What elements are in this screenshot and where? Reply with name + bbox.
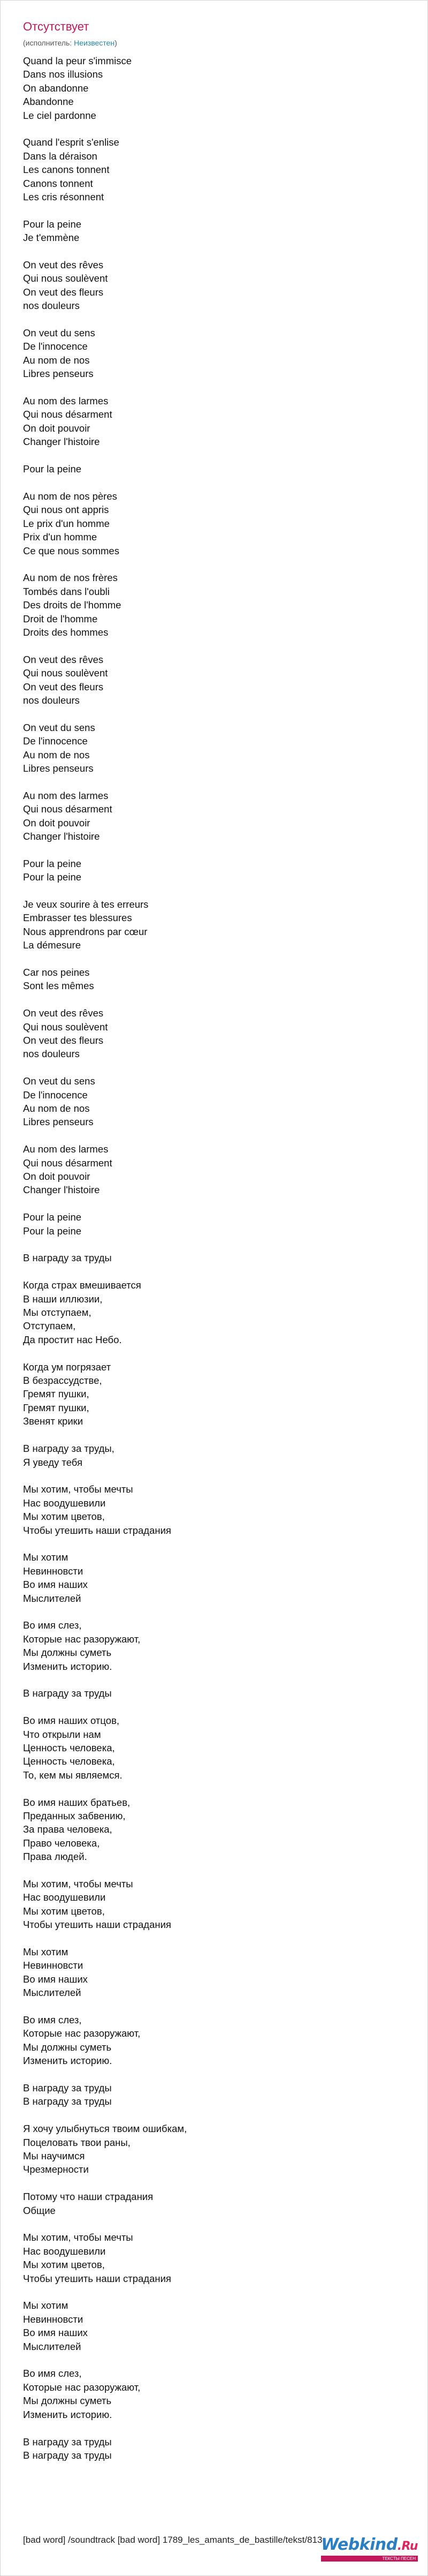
lyric-line: Au nom de nos — [23, 1103, 90, 1114]
lyric-line: Мыслителей — [23, 1987, 81, 1999]
lyric-line: On veut des fleurs — [23, 286, 104, 298]
lyrics-stanza — [23, 54, 408, 122]
song-meta — [23, 38, 117, 48]
logo-wordmark — [321, 2537, 418, 2555]
lyric-line: On veut des fleurs — [23, 681, 104, 692]
lyrics-stanza — [23, 2013, 408, 2068]
lyric-line: Libres penseurs — [23, 368, 94, 380]
lyric-line: Я хочу улыбнуться твоим ошибкам, — [23, 2123, 187, 2135]
lyric-line: Звенят крики — [23, 1415, 83, 1427]
lyric-line: Изменить историю. — [23, 2408, 112, 2420]
lyric-line: De l'innocence — [23, 1089, 88, 1101]
lyric-line: Libres penseurs — [23, 1116, 94, 1128]
lyric-line: Des droits de l'homme — [23, 599, 121, 611]
lyrics-stanza — [23, 1714, 408, 1782]
lyric-line: Я уведу тебя — [23, 1456, 82, 1468]
lyric-line: Мы должны суметь — [23, 1647, 112, 1659]
lyric-line: Гремят пушки, — [23, 1388, 89, 1400]
lyric-line: Pour la peine — [23, 1211, 82, 1223]
lyrics-stanza — [23, 1006, 408, 1061]
lyrics-stanza — [23, 721, 408, 775]
lyric-line: Что открыли нам — [23, 1728, 101, 1740]
lyric-line: Qui nous ont appris — [23, 504, 109, 516]
lyric-line: Droits des hommes — [23, 626, 109, 638]
lyric-line: On veut des rêves — [23, 653, 104, 665]
lyric-line: Ce que nous sommes — [23, 545, 119, 556]
lyric-line: Право человека, — [23, 1837, 100, 1849]
lyric-line: Le ciel pardonne — [23, 109, 96, 121]
lyric-line: Libres penseurs — [23, 762, 94, 774]
lyric-line: В наши иллюзии, — [23, 1293, 103, 1305]
meta-prefix: (исполнитель: — [23, 39, 74, 47]
logo-name: Webkind — [321, 2535, 398, 2554]
footer-path: [bad word] /soundtrack [bad word] 1789_les_amants_de_bastille/tekst/813 — [23, 2535, 323, 2545]
lyric-line: Dans nos illusions — [23, 69, 103, 80]
lyric-line: Au nom des larmes — [23, 1143, 109, 1155]
lyrics-stanza — [23, 789, 408, 843]
lyric-line: Чтобы утешить наши страдания — [23, 1524, 171, 1536]
lyrics-stanza — [23, 857, 408, 884]
lyrics-stanza — [23, 1686, 408, 1700]
lyric-line: Quand la peur s'immisce — [23, 55, 132, 66]
lyric-line: Dans la déraison — [23, 150, 97, 162]
lyrics-stanza — [23, 326, 408, 381]
lyric-line: Мы хотим цветов, — [23, 1511, 105, 1523]
lyric-line: Преданных забвению, — [23, 1810, 126, 1821]
lyric-line: Поцеловать твои раны, — [23, 2136, 131, 2148]
lyrics-stanza — [23, 135, 408, 204]
lyrics-stanza — [23, 2081, 408, 2108]
lyric-line: Мы отступаем, — [23, 1307, 91, 1319]
lyrics-stanza — [23, 2231, 408, 2285]
lyric-line: On veut du sens — [23, 327, 95, 339]
lyric-line: Права людей. — [23, 1851, 87, 1863]
lyric-line: Мы хотим — [23, 1551, 68, 1563]
logo-suffix: .Ru — [397, 2540, 418, 2553]
lyric-line: Ценность человека, — [23, 1756, 115, 1767]
lyric-line: Мы хотим, чтобы мечты — [23, 2232, 133, 2243]
lyric-line: В награду за труды — [23, 1688, 112, 1699]
lyric-line: Qui nous désarment — [23, 803, 112, 815]
lyric-line: Мы должны суметь — [23, 2395, 112, 2407]
lyric-line: nos douleurs — [23, 300, 80, 312]
lyric-line: Во имя наших — [23, 2327, 88, 2339]
lyric-line: Pour la peine — [23, 857, 82, 869]
lyric-line: Во имя слез, — [23, 2014, 82, 2026]
lyrics-stanza — [23, 1360, 408, 1428]
lyric-line: Qui nous soulèvent — [23, 1021, 108, 1033]
lyric-line: Во имя наших братьев, — [23, 1796, 131, 1808]
lyric-line: Мы хотим, чтобы мечты — [23, 1483, 133, 1495]
lyric-line: Qui nous désarment — [23, 1157, 112, 1169]
lyric-line: Pour la peine — [23, 871, 82, 883]
lyrics-stanza — [23, 394, 408, 449]
site-logo[interactable] — [321, 2537, 418, 2562]
lyric-line: Abandonne — [23, 96, 74, 108]
lyric-line: Pour la peine — [23, 1225, 82, 1237]
lyrics-stanza — [23, 1877, 408, 1932]
lyric-line: On veut des fleurs — [23, 1035, 104, 1046]
lyric-line: On doit pouvoir — [23, 817, 90, 828]
lyric-line: То, кем мы являемся. — [23, 1769, 123, 1781]
lyric-line: Мыслителей — [23, 2340, 81, 2352]
lyric-line: Когда страх вмешивается — [23, 1279, 141, 1291]
lyric-line: Которые нас разоружают, — [23, 2381, 141, 2393]
lyric-line: Которые нас разоружают, — [23, 2028, 141, 2039]
lyric-line: Au nom des larmes — [23, 789, 109, 801]
lyric-line: Отступаем, — [23, 1320, 76, 1332]
lyric-line: Нас воодушевили — [23, 1892, 106, 1903]
lyrics-stanza — [23, 489, 408, 558]
lyric-line: Les cris résonnent — [23, 191, 104, 203]
lyric-line: Во имя наших — [23, 1973, 88, 1985]
lyrics-stanza — [23, 1142, 408, 1197]
lyric-line: Во имя слез, — [23, 1620, 82, 1631]
lyric-line: Мы хотим — [23, 2300, 68, 2311]
lyric-line: Когда ум погрязает — [23, 1361, 111, 1373]
lyric-line: Car nos peines — [23, 967, 90, 978]
lyric-line: Changer l'histoire — [23, 1184, 100, 1196]
lyrics-stanza — [23, 898, 408, 952]
lyrics-body — [23, 54, 408, 2476]
lyric-line: Sont les mêmes — [23, 980, 94, 992]
lyrics-stanza — [23, 1618, 408, 1673]
lyrics-stanza — [23, 2190, 408, 2217]
lyric-line: Nous apprendrons par cœur — [23, 925, 148, 937]
lyric-line: Les canons tonnent — [23, 164, 110, 176]
lyric-line: Изменить историю. — [23, 2055, 112, 2067]
lyrics-stanza — [23, 217, 408, 245]
lyric-line: Гремят пушки, — [23, 1402, 89, 1413]
lyric-line: nos douleurs — [23, 1048, 80, 1060]
lyric-line: Qui nous soulèvent — [23, 667, 108, 679]
lyrics-stanza — [23, 2367, 408, 2421]
lyric-line: La démesure — [23, 939, 81, 951]
lyric-line: Мы должны суметь — [23, 2041, 112, 2053]
lyric-line: Canons tonnent — [23, 177, 93, 189]
lyric-line: Во имя наших — [23, 1579, 88, 1591]
lyric-line: В награду за труды — [23, 2436, 112, 2447]
lyric-line: Общие — [23, 2204, 56, 2216]
lyric-line: В награду за труды — [23, 2449, 112, 2461]
lyric-line: Чрезмерности — [23, 2164, 89, 2175]
lyric-line: Au nom de nos — [23, 354, 90, 366]
lyric-line: Pour la peine — [23, 218, 82, 230]
lyric-line: Потому что наши страдания — [23, 2191, 154, 2203]
lyric-line: On veut des rêves — [23, 1007, 104, 1019]
lyric-line: Droit de l'homme — [23, 613, 98, 624]
lyric-line: Pour la peine — [23, 463, 82, 475]
lyric-line: В награду за труды — [23, 2082, 112, 2094]
lyric-line: В награду за труды, — [23, 1443, 114, 1455]
lyric-line: Changer l'histoire — [23, 830, 100, 842]
lyric-line: Нас воодушевили — [23, 1497, 106, 1509]
lyrics-stanza — [23, 1278, 408, 1346]
lyric-line: За права человека, — [23, 1824, 112, 1835]
artist-link[interactable]: Неизвестен — [74, 39, 115, 47]
lyric-line: Au nom de nos pères — [23, 490, 117, 502]
meta-suffix: ) — [114, 39, 117, 47]
lyrics-stanza — [23, 1442, 408, 1469]
lyric-line: Qui nous soulèvent — [23, 273, 108, 284]
lyrics-stanza — [23, 1796, 408, 1864]
lyric-line: On doit pouvoir — [23, 422, 90, 434]
lyrics-stanza — [23, 1482, 408, 1537]
lyrics-stanza — [23, 1074, 408, 1129]
lyric-line: Да простит нас Небо. — [23, 1334, 122, 1345]
lyric-line: Tombés dans l'oubli — [23, 585, 110, 597]
lyric-line: De l'innocence — [23, 341, 88, 352]
lyric-line: Changer l'histoire — [23, 436, 100, 448]
lyric-line: Невинновсти — [23, 1565, 83, 1577]
lyric-line: Ценность человека, — [23, 1742, 115, 1753]
lyric-line: De l'innocence — [23, 735, 88, 747]
lyric-line: Je veux sourire à tes erreurs — [23, 898, 149, 910]
lyric-line: Во имя наших отцов, — [23, 1715, 120, 1727]
lyric-line: Во имя слез, — [23, 2368, 82, 2379]
lyric-line: On veut des rêves — [23, 259, 104, 271]
lyrics-stanza — [23, 966, 408, 993]
lyric-line: В награду за труды — [23, 1252, 112, 1264]
lyrics-stanza — [23, 1251, 408, 1264]
lyric-line: Au nom de nos — [23, 749, 90, 760]
lyric-line: Мы хотим — [23, 1946, 68, 1957]
lyric-line: On veut du sens — [23, 721, 95, 733]
lyrics-stanza — [23, 653, 408, 707]
lyric-line: Мыслителей — [23, 1592, 81, 1604]
lyric-line: Невинновсти — [23, 1960, 83, 1971]
lyric-line: Au nom des larmes — [23, 395, 109, 407]
lyric-line: Je t'emmène — [23, 232, 80, 244]
lyric-line: В награду за труды — [23, 2096, 112, 2107]
lyric-line: Au nom de nos frères — [23, 572, 118, 584]
lyrics-stanza — [23, 2435, 408, 2462]
lyrics-stanza — [23, 462, 408, 476]
lyric-line: Embrasser tes blessures — [23, 912, 132, 924]
lyrics-stanza — [23, 1945, 408, 2000]
lyric-line: Quand l'esprit s'enlise — [23, 137, 119, 148]
lyric-line: On doit pouvoir — [23, 1171, 90, 1182]
lyric-line: On veut du sens — [23, 1075, 95, 1087]
logo-tagline: ТЕКСТЫ ПЕСЕН — [321, 2556, 418, 2562]
lyric-line: Которые нас разоружают, — [23, 1633, 141, 1645]
lyric-line: Чтобы утешить наши страдания — [23, 1919, 171, 1931]
song-title: Отсутствует — [23, 20, 89, 33]
lyric-line: nos douleurs — [23, 694, 80, 706]
lyric-line: Мы хотим, чтобы мечты — [23, 1878, 133, 1889]
lyrics-stanza — [23, 2122, 408, 2176]
lyric-line: Мы научимся — [23, 2150, 85, 2162]
lyric-line: Чтобы утешить наши страдания — [23, 2272, 171, 2284]
lyric-line: Мы хотим цветов, — [23, 2259, 105, 2271]
lyrics-stanza — [23, 258, 408, 313]
lyrics-stanza — [23, 2299, 408, 2353]
lyric-line: Мы хотим цветов, — [23, 1905, 105, 1917]
lyric-line: Prix d'un homme — [23, 531, 97, 543]
lyrics-stanza — [23, 1550, 408, 1605]
lyric-line: Изменить историю. — [23, 1660, 112, 1672]
lyric-line: Le prix d'un homme — [23, 517, 110, 529]
lyric-line: Невинновсти — [23, 2313, 83, 2325]
lyric-line: Нас воодушевили — [23, 2245, 106, 2257]
lyric-line: В безрассудстве, — [23, 1375, 102, 1387]
lyric-line: Qui nous désarment — [23, 409, 112, 420]
lyrics-stanza — [23, 1210, 408, 1238]
lyrics-stanza — [23, 571, 408, 639]
lyric-line: On abandonne — [23, 82, 89, 94]
